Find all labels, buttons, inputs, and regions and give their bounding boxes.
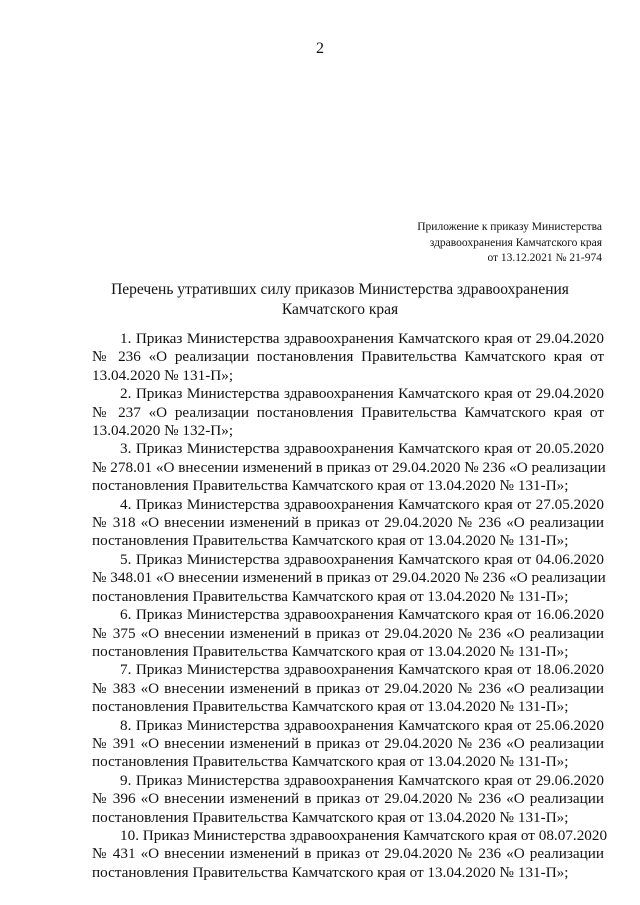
list-item [92,551,604,606]
list-item-line: № 236 «О реализации постановления Правительства Камчатского края от [92,348,604,366]
list-item-line: постановления Правительства Камчатского края от 13.04.2020 № 131-П»; [92,642,569,660]
list-item-line: 1. Приказ Министерства здравоохранения Камчатского края от 29.04.2020 [120,330,604,347]
page-number: 2 [316,40,324,57]
list-item-line: № 237 «О реализации постановления Правительства Камчатского края от [92,403,604,421]
list-item-line: 10. Приказ Министерства здравоохранения Камчатского края от 08.07.2020 [120,826,608,844]
list-item-line: постановления Правительства Камчатского края от 13.04.2020 № 131-П»; [92,753,569,771]
appendix-line: здравоохранения Камчатского края [429,236,602,249]
list-item-line: 4. Приказ Министерства здравоохранения Камчатского края от 27.05.2020 [120,495,604,513]
appendix-note [302,220,602,267]
document-title [60,280,620,320]
list-item [92,661,604,716]
list-item [92,772,604,827]
list-item [92,717,604,772]
list-item-line: 13.04.2020 № 132-П»; [92,422,234,440]
list-item-line: № 391 «О внесении изменений в приказ от 29.04.2020 № 236 «О реализации [92,734,604,752]
list-item-line: постановления Правительства Камчатского края от 13.04.2020 № 131-П»; [92,477,569,495]
list-item [92,330,604,385]
revoked-orders-list [92,330,608,882]
document-title-line: Перечень утративших силу приказов Министерства здравоохранения [111,281,569,298]
list-item-line: 8. Приказ Министерства здравоохранения Камчатского края от 25.06.2020 [120,716,604,734]
list-item-line: 6. Приказ Министерства здравоохранения Камчатского края от 16.06.2020 [120,606,604,624]
list-item-line: № 375 «О внесении изменений в приказ от 29.04.2020 № 236 «О реализации [92,624,604,642]
list-item-line: 2. Приказ Министерства здравоохранения Камчатского края от 29.04.2020 [120,385,604,403]
list-item [92,826,608,882]
list-item [92,440,604,495]
list-item [92,385,604,440]
list-item-line: № 278.01 «О внесении изменений в приказ от 29.04.2020 № 236 «О реализации [92,458,606,476]
list-item-line: 9. Приказ Министерства здравоохранения Камчатского края от 29.06.2020 [120,771,604,789]
appendix-line: от 13.12.2021 № 21-974 [487,252,602,264]
list-item-line: № 318 «О внесении изменений в приказ от 29.04.2020 № 236 «О реализации [92,514,604,532]
list-item-line: постановления Правительства Камчатского края от 13.04.2020 № 131-П»; [92,698,569,716]
list-item-line: 5. Приказ Министерства здравоохранения Камчатского края от 04.06.2020 [120,550,604,568]
list-item-line: 3. Приказ Министерства здравоохранения Камчатского края от 20.05.2020 [120,440,604,458]
list-item-line: постановления Правительства Камчатского края от 13.04.2020 № 131-П»; [92,532,569,550]
list-item-line: № 431 «О внесении изменений в приказ от 29.04.2020 № 236 «О реализации [92,845,604,863]
list-item-line: 7. Приказ Министерства здравоохранения Камчатского края от 18.06.2020 [120,661,604,679]
list-item-line: № 383 «О внесении изменений в приказ от 29.04.2020 № 236 «О реализации [92,679,604,697]
appendix-line: Приложение к приказу Министерства [417,221,602,233]
list-item-line: постановления Правительства Камчатского края от 13.04.2020 № 131-П»; [92,808,569,826]
list-item-line: № 348.01 «О внесении изменений в приказ от 29.04.2020 № 236 «О реализации [92,569,606,587]
document-title-line: Камчатского края [281,301,399,318]
list-item-line: постановления Правительства Камчатского края от 13.04.2020 № 131-П»; [92,863,569,881]
list-item [92,496,604,551]
list-item-line: 13.04.2020 № 131-П»; [92,366,234,384]
list-item-line: постановления Правительства Камчатского края от 13.04.2020 № 131-П»; [92,587,569,605]
list-item [92,606,604,661]
list-item-line: № 396 «О внесении изменений в приказ от 29.04.2020 № 236 «О реализации [92,790,604,808]
